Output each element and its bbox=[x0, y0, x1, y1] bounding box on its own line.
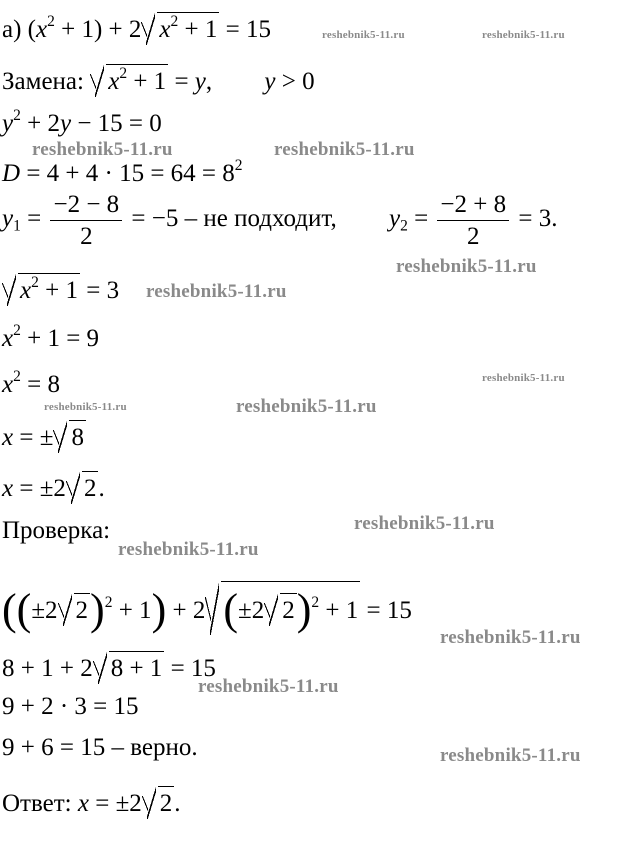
watermark-text: reshebnik5-11.ru bbox=[396, 256, 537, 277]
substitution-condition: y > 0 bbox=[264, 68, 315, 95]
watermark-text: reshebnik5-11.ru bbox=[274, 139, 415, 160]
watermark-text: reshebnik5-11.ru bbox=[322, 29, 405, 41]
original-equation: $(x^2 + 1) + 2$ $x^2 + 1 = 15$ bbox=[27, 13, 271, 43]
watermark-text: reshebnik5-11.ru bbox=[482, 29, 565, 41]
check-step-1: 8 + 1 + 2 8 + 1 = 15 bbox=[2, 651, 216, 681]
watermark-text: reshebnik5-11.ru bbox=[482, 372, 565, 384]
watermark-text: reshebnik5-11.ru bbox=[44, 401, 127, 413]
roots-line bbox=[2, 192, 557, 249]
back-substitution: $x^2 + 1 = 3$ bbox=[2, 273, 119, 303]
root-y1: $y_1$ = $\frac{-2 - 8}{2}$ = −5 bbox=[2, 191, 185, 250]
solution-sqrt8: x = ± 8 bbox=[2, 420, 86, 450]
quadratic-equation: $y^2 + 2y - 15 = 0$ bbox=[2, 107, 162, 137]
substitution-label: Замена: bbox=[2, 68, 84, 95]
watermark-text: reshebnik5-11.ru bbox=[440, 627, 581, 648]
rejected-label: – не подходит, bbox=[184, 205, 337, 233]
root-y2: $y_2$ = $\frac{-2 + 8}{2}$ = 3. bbox=[388, 191, 558, 250]
discriminant-line: $D = 4 + 4 \cdot 15 = 64 = 8^2$ bbox=[2, 157, 243, 187]
part-label: а) bbox=[2, 16, 22, 43]
answer-label: Ответ: bbox=[2, 790, 72, 817]
equation-x2: $x^2 = 8$ bbox=[2, 368, 60, 398]
equation-x2-plus-1: $x^2 + 1 = 9$ bbox=[2, 322, 100, 352]
substitution-line bbox=[2, 64, 315, 94]
check-label: Проверка: bbox=[2, 517, 111, 544]
solution-simplified: x = ±2 2. bbox=[2, 471, 105, 501]
substitution-expression: $x^2 + 1 = y$, bbox=[90, 68, 218, 95]
watermark-text: reshebnik5-11.ru bbox=[198, 676, 339, 697]
watermark-text: reshebnik5-11.ru bbox=[118, 539, 259, 560]
check-expression: ((±2 2)$^2$ + 1) + 2 (±2 2)$^2$ + 1 = 15 bbox=[2, 581, 412, 632]
watermark-text: reshebnik5-11.ru bbox=[146, 281, 287, 302]
watermark-text: reshebnik5-11.ru bbox=[236, 396, 377, 417]
watermark-text: reshebnik5-11.ru bbox=[440, 745, 581, 766]
correct-label: – верно. bbox=[111, 734, 198, 761]
check-step-2: 9 + 2 · 3 = 15 bbox=[2, 693, 139, 720]
equation-line-1 bbox=[2, 12, 271, 42]
answer-line: Ответ: x = ±2 2. bbox=[2, 786, 181, 816]
check-step-3: 9 + 6 = 15 – верно. bbox=[2, 734, 198, 761]
watermark-text: reshebnik5-11.ru bbox=[354, 513, 495, 534]
watermark-text: reshebnik5-11.ru bbox=[32, 139, 173, 160]
